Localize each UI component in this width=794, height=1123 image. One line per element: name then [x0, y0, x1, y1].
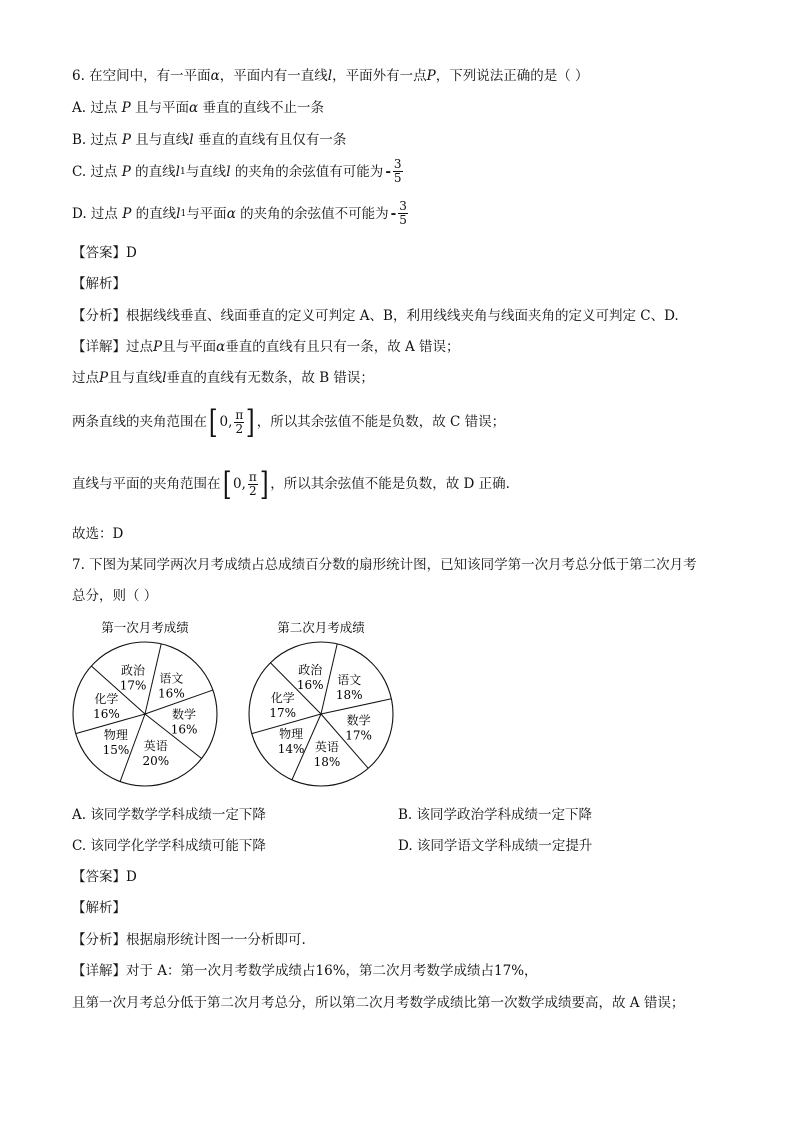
pie-slice-category: 化学 — [94, 692, 119, 707]
pie-slice-value: 20% — [142, 754, 170, 769]
fraction-pi-2: $\frac{\pi}{2}$ — [248, 469, 257, 498]
pie-slice-value: 15% — [102, 742, 130, 757]
pie-slice-category: 政治 — [298, 662, 323, 677]
q7-option-a: A. 该同学数学学科成绩一定下降 — [72, 807, 266, 823]
pie-slice-category: 英语 — [143, 739, 168, 754]
q6-option-d: D. 过点 P 的直线 l 1 与平面 α 的夹角的余弦值不可能为 - $\frac{3}{5}$ — [72, 199, 407, 227]
pie-slice-value: 18% — [335, 688, 363, 703]
pie-slice-category: 数学 — [172, 707, 197, 722]
q6-detail-line4: 直线与平面的夹角范围在 [ 0, $\frac{\pi}{2}$ ] ，所以其余弦值不能是负数，故 D 正确. — [72, 465, 510, 503]
q7-jiexi: 【解析】 — [72, 900, 126, 916]
fraction-3-5: $\frac{3}{5}$ — [393, 157, 402, 185]
fraction-pi-2: $\frac{\pi}{2}$ — [235, 407, 244, 436]
q7-xiangjie: 【详解】对于 A：第一次月考数学成绩占16%，第二次月考数学成绩占17%， — [72, 963, 538, 979]
pie-slice-value: 17% — [345, 728, 372, 743]
pie-slice-category: 化学 — [270, 690, 295, 705]
pie-slice-value: 16% — [158, 686, 185, 701]
pie-slice-value: 16% — [170, 722, 198, 737]
q6-detail-line2: 过点P且与直线l垂直的直线有无数条，故 B 错误； — [72, 370, 374, 386]
q7-option-b: B. 该同学政治学科成绩一定下降 — [398, 807, 593, 823]
q7-answer: 【答案】D — [72, 869, 137, 885]
pie-title: 第一次月考成绩 — [101, 620, 189, 635]
pie-slice-category: 政治 — [121, 663, 146, 678]
q6-guxuan: 故选：D — [72, 526, 124, 542]
pie-chart-1 — [73, 620, 217, 786]
q6-xiangjie: 【详解】过点P且与平面α垂直的直线有且只有一条，故 A 错误； — [72, 339, 460, 355]
q6-answer: 【答案】D — [72, 245, 137, 261]
q6-option-b: B. 过点 P 且与直线l 垂直的直线有且仅有一条 — [72, 132, 347, 148]
pie-slice-category: 物理 — [279, 726, 304, 741]
pie-slice-category: 物理 — [103, 727, 128, 742]
pie-slice-value: 16% — [296, 677, 324, 692]
pie-slice-value: 16% — [93, 707, 120, 722]
q6-option-c: C. 过点 P 的直线 l 1 与直线 l 的夹角的余弦值有可能为 - $\frac{3}{5}$ — [72, 157, 402, 185]
q6-option-a: A. 过点 P 且与平面α 垂直的直线不止一条 — [72, 100, 324, 116]
pie-slice-category: 英语 — [314, 740, 339, 755]
q7-detail-line2: 且第一次月考总分低于第二次月考总分，所以第二次月考数学成绩比第一次数学成绩要高，故 A 错误； — [72, 995, 685, 1011]
pie-slice-value: 14% — [277, 741, 305, 756]
q6-jiexi: 【解析】 — [72, 276, 126, 292]
q7-stem-line2: 总分，则（ ） — [72, 588, 158, 604]
q6-fenxi: 【分析】根据线线垂直、线面垂直的定义可判定 A、B，利用线线夹角与线面夹角的定义可判定 C、D. — [72, 308, 679, 324]
q7-stem-line1: 7. 下图为某同学两次月考成绩占总成绩百分数的扇形统计图，已知该同学第一次月考总分低于第二次月考 — [72, 557, 697, 573]
q6-stem: 6. 在空间中，有一平面α，平面内有一直线l，平面外有一点P，下列说法正确的是（ ） — [72, 68, 589, 84]
q6-detail-line3: 两条直线的夹角范围在 [ 0, $\frac{\pi}{2}$ ] ，所以其余弦值不能是负数，故 C 错误； — [72, 403, 506, 441]
pie-slice-category: 语文 — [159, 671, 184, 686]
q7-fenxi: 【分析】根据扇形统计图一一分析即可. — [72, 932, 306, 948]
pie-slice-value: 18% — [313, 755, 341, 770]
pie-slice-category: 语文 — [337, 673, 362, 688]
pie-slice-value: 17% — [119, 678, 147, 693]
pie-slice-value: 17% — [269, 705, 297, 720]
pie-slice-category: 数学 — [346, 713, 371, 728]
q7-option-c: C. 该同学化学学科成绩可能下降 — [72, 838, 266, 854]
pie-title: 第二次月考成绩 — [277, 620, 365, 635]
q7-option-d: D. 该同学语文学科成绩一定提升 — [398, 838, 593, 854]
fraction-3-5: $\frac{3}{5}$ — [399, 199, 407, 227]
pie-chart-2 — [249, 620, 393, 786]
pie-charts — [60, 612, 420, 802]
